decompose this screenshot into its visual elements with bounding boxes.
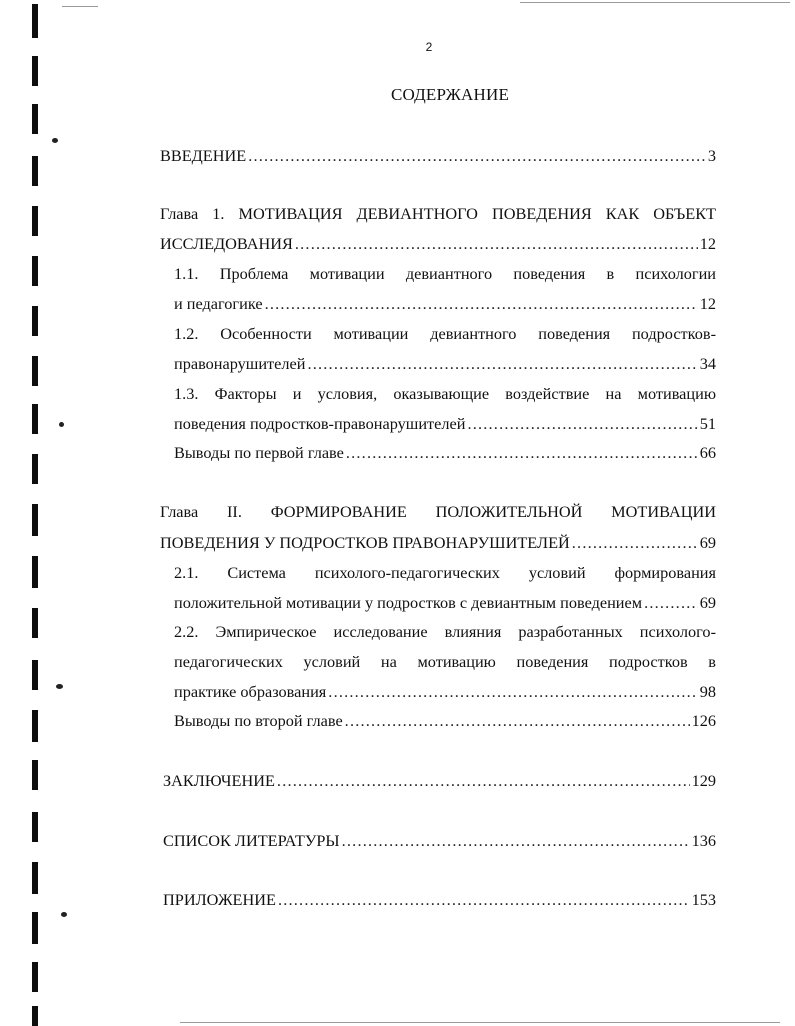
toc-section-1-1-end[interactable] — [174, 289, 716, 319]
scan-top-line — [62, 6, 98, 7]
dot-leader — [644, 588, 698, 618]
dot-leader — [248, 141, 706, 171]
toc-entry-label: Выводы по второй главе — [174, 711, 343, 730]
dot-leader — [328, 677, 697, 707]
toc-chapter2-heading[interactable]: Глава II. ФОРМИРОВАНИЕ ПОЛОЖИТЕЛЬНОЙ МОТИВАЦИИ — [160, 502, 716, 521]
toc-page-number: 34 — [699, 354, 716, 373]
toc-entry-chapter2[interactable] — [160, 528, 716, 558]
toc-entry-label: правонарушителей — [174, 354, 306, 373]
toc-page-number: 51 — [699, 414, 716, 433]
toc-entry-intro[interactable] — [160, 141, 716, 171]
toc-entry-bibliography[interactable] — [163, 826, 716, 856]
toc-section-1-1[interactable]: 1.1. Проблема мотивации девиантного поведения в психологии — [174, 264, 716, 283]
toc-entry-conclusion[interactable] — [163, 766, 716, 796]
dot-leader — [342, 826, 690, 856]
toc-section-1-3[interactable]: 1.3. Факторы и условия, оказывающие воздействие на мотивацию — [174, 384, 716, 403]
toc-page-number: 69 — [699, 533, 716, 552]
toc-page-number: 98 — [699, 682, 716, 701]
toc-page-number: 3 — [707, 146, 716, 165]
toc-chapter2-conclusions[interactable] — [174, 706, 716, 736]
toc-entry-label: СПИСОК ЛИТЕРАТУРЫ — [163, 831, 340, 850]
toc-entry-label: ВВЕДЕНИЕ — [160, 146, 247, 165]
dot-leader — [307, 349, 697, 379]
toc-chapter1-heading[interactable]: Глава 1. МОТИВАЦИЯ ДЕВИАНТНОГО ПОВЕДЕНИЯ КАК ОБЪЕКТ — [160, 204, 716, 223]
toc-page-number: 12 — [699, 294, 716, 313]
toc-entry-label: ПРИЛОЖЕНИЕ — [163, 890, 276, 909]
binding-edge — [0, 0, 60, 1026]
dot-leader — [277, 766, 690, 796]
toc-section-1-2-end[interactable] — [174, 349, 716, 379]
dot-leader — [467, 409, 697, 439]
toc-page-number: 12 — [699, 234, 716, 253]
toc-entry-label: практике образования — [174, 682, 327, 701]
toc-entry-label: ИССЛЕДОВАНИЯ — [160, 234, 293, 253]
toc-entry-label: ПОВЕДЕНИЯ У ПОДРОСТКОВ ПРАВОНАРУШИТЕЛЕЙ — [160, 533, 570, 552]
toc-section-2-2-line2: педагогических условий на мотивацию поведения подростков в — [174, 652, 716, 671]
toc-section-2-1-end[interactable] — [174, 588, 716, 618]
toc-chapter1-conclusions[interactable] — [174, 438, 716, 468]
dot-leader — [295, 229, 698, 259]
scan-top-line — [520, 2, 790, 3]
toc-entry-label: поведения подростков-правонарушителей — [174, 414, 466, 433]
toc-page-number: 66 — [699, 443, 716, 462]
page-number: 2 — [425, 40, 433, 54]
toc-entry-label: Выводы по первой главе — [174, 443, 344, 462]
dot-leader — [346, 438, 698, 468]
toc-entry-label: положительной мотивации у подростков с девиантным поведением — [174, 593, 643, 612]
toc-page-number: 136 — [691, 831, 716, 850]
toc-section-2-2[interactable]: 2.2. Эмпирическое исследование влияния разработанных психолого- — [174, 622, 716, 641]
toc-section-1-2[interactable]: 1.2. Особенности мотивации девиантного поведения подростков- — [174, 324, 716, 343]
toc-entry-label: и педагогике — [174, 294, 263, 313]
toc-page-number: 126 — [691, 711, 716, 730]
toc-section-1-3-end[interactable] — [174, 409, 716, 439]
toc-page-number: 153 — [691, 890, 716, 909]
toc-entry-label: ЗАКЛЮЧЕНИЕ — [163, 771, 275, 790]
toc-section-2-1[interactable]: 2.1. Система психолого-педагогических условий формирования — [174, 563, 716, 582]
dot-leader — [345, 706, 690, 736]
toc-entry-chapter1[interactable] — [160, 229, 716, 259]
toc-page-number: 69 — [699, 593, 716, 612]
dot-leader — [265, 289, 698, 319]
toc-section-2-2-end[interactable] — [174, 677, 716, 707]
toc-page-number: 129 — [691, 771, 716, 790]
dot-leader — [278, 885, 690, 915]
dot-leader — [572, 528, 698, 558]
toc-entry-appendix[interactable] — [163, 885, 716, 915]
scan-bottom-line — [180, 1022, 780, 1023]
page-title: СОДЕРЖАНИЕ — [390, 85, 510, 104]
